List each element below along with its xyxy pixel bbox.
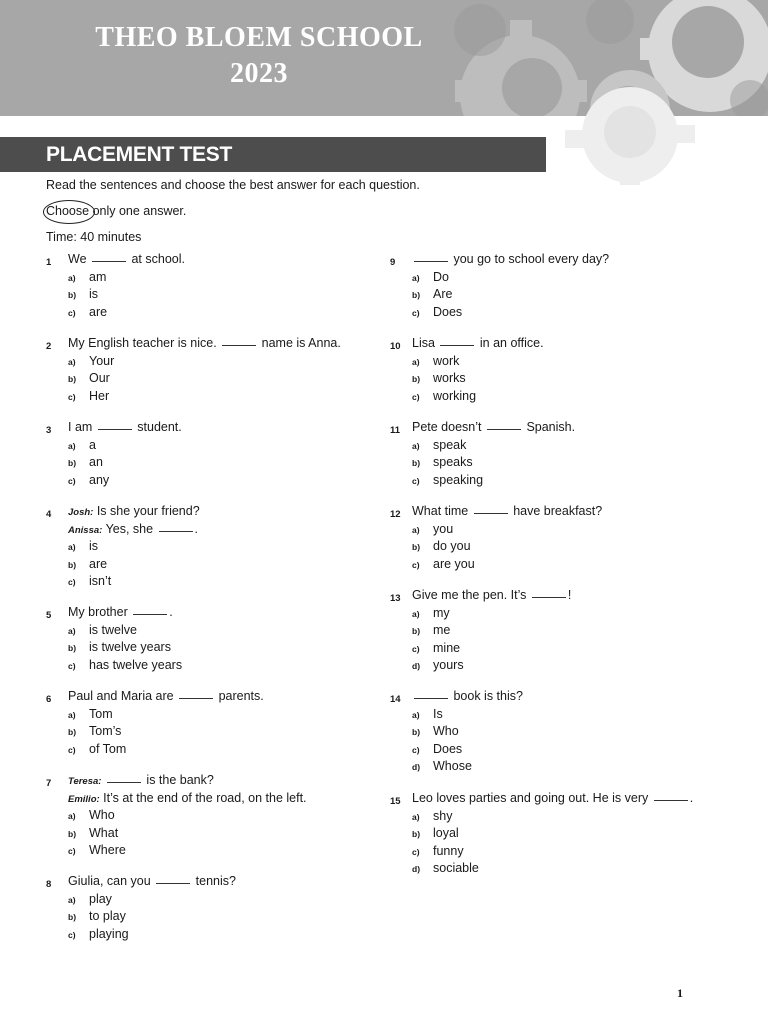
option-text: isn’t — [89, 574, 112, 588]
option-text: my — [433, 605, 450, 620]
answer-blank — [474, 513, 508, 514]
answer-option[interactable] — [412, 538, 602, 556]
option-text: is twelve years — [89, 640, 171, 654]
option-letter: b) — [412, 374, 421, 384]
speaker-label: Josh: — [68, 507, 94, 518]
answer-option[interactable] — [68, 573, 200, 591]
answer-blank — [179, 698, 213, 699]
option-text: speaking — [433, 472, 484, 487]
answer-option[interactable] — [68, 269, 185, 287]
answer-option[interactable] — [412, 388, 544, 406]
question-number: 2 — [46, 341, 52, 352]
option-letter: c) — [68, 660, 76, 671]
answer-blank — [159, 531, 193, 532]
option-text: play — [89, 891, 112, 906]
option-text: sociable — [433, 861, 479, 875]
answer-option[interactable] — [412, 353, 544, 371]
option-text: has twelve years — [89, 657, 183, 672]
option-text: yours — [433, 658, 464, 672]
option-text: playing — [89, 926, 129, 941]
answer-blank — [487, 429, 521, 430]
speaker-label: Emilio: — [68, 793, 100, 805]
option-text: funny — [433, 843, 464, 858]
option-text: Tom’s — [89, 724, 122, 738]
answer-option[interactable] — [412, 808, 693, 826]
option-letter: d) — [412, 864, 421, 874]
option-letter: a) — [412, 608, 420, 619]
option-text: Does — [433, 741, 463, 756]
option-letter: b) — [412, 626, 421, 636]
page-number: 1 — [677, 986, 683, 1000]
option-letter: b) — [412, 829, 421, 839]
question-number: 13 — [390, 593, 401, 604]
option-text: Whose — [433, 759, 472, 773]
answer-option[interactable] — [68, 741, 264, 759]
option-letter: c) — [68, 846, 76, 856]
option-letter: d) — [412, 661, 421, 671]
answer-option[interactable] — [68, 454, 182, 472]
option-text: to play — [89, 909, 126, 923]
question-number: 1 — [46, 257, 52, 268]
question-number: 11 — [390, 425, 401, 436]
question-number: 6 — [46, 694, 52, 705]
answer-option[interactable] — [412, 825, 693, 843]
option-text: work — [433, 353, 460, 368]
answer-blank — [107, 782, 141, 783]
answer-option[interactable] — [412, 758, 523, 776]
answer-option[interactable] — [412, 605, 571, 623]
option-text: of Tom — [89, 741, 127, 756]
option-letter: a) — [412, 811, 420, 822]
option-text: are you — [433, 556, 475, 571]
option-text: working — [433, 388, 477, 403]
question-text: My English teacher is nice. name is Anna. — [68, 336, 341, 350]
answer-option[interactable] — [68, 825, 307, 843]
answer-option[interactable] — [68, 353, 341, 371]
question-text: Josh: Is she your friend? — [68, 504, 200, 518]
answer-blank — [414, 698, 448, 699]
option-text: shy — [433, 808, 453, 823]
option-letter: a) — [68, 625, 76, 636]
question-text: Teresa: is the bank? — [68, 773, 214, 787]
option-letter: c) — [68, 391, 76, 402]
option-text: Are — [433, 287, 453, 301]
answer-option[interactable] — [68, 706, 264, 724]
answer-option[interactable] — [68, 370, 341, 388]
option-letter: a) — [412, 440, 420, 451]
option-letter: c) — [68, 744, 76, 755]
answer-option[interactable] — [412, 706, 523, 724]
circle-mark — [43, 200, 95, 224]
speaker-label: Teresa: — [68, 776, 102, 787]
option-letter: b) — [68, 643, 77, 653]
option-letter: c) — [68, 307, 76, 318]
speaker-label: Anissa: — [68, 524, 103, 536]
school-year: 2023 — [230, 58, 288, 89]
question-text: Anissa: Yes, she . — [68, 521, 199, 536]
option-text: is — [89, 287, 99, 301]
instruction-read: Read the sentences and choose the best answer for each question. — [46, 178, 420, 192]
answer-option[interactable] — [68, 891, 236, 909]
placement-test-banner — [0, 137, 546, 172]
option-text: you — [433, 521, 454, 536]
answer-option[interactable] — [412, 556, 602, 574]
option-text: is twelve — [89, 622, 137, 637]
answer-option[interactable] — [412, 286, 609, 304]
question-text: you go to school every day? — [412, 251, 609, 269]
answer-option[interactable] — [68, 723, 264, 741]
option-text: Do — [433, 269, 449, 284]
question-number: 15 — [390, 796, 401, 807]
question-text: Emilio: It’s at the end of the road, on the left. — [68, 790, 307, 805]
question-text: Pete doesn’t Spanish. — [412, 420, 576, 434]
option-text: am — [89, 269, 107, 284]
option-text: speaks — [433, 455, 473, 469]
option-text: a — [89, 437, 96, 452]
question-text: What time have breakfast? — [412, 504, 603, 518]
question-text: Leo loves parties and going out. He is very . — [412, 791, 694, 805]
question-text: Paul and Maria are parents. — [68, 689, 264, 703]
answer-option[interactable] — [412, 304, 609, 322]
option-text: me — [433, 623, 451, 637]
choose-word: Choose — [46, 203, 89, 219]
school-name: THEO BLOEM SCHOOL — [95, 22, 423, 53]
answer-option[interactable] — [68, 437, 182, 455]
option-text: are — [89, 304, 108, 319]
answer-option[interactable] — [68, 639, 173, 657]
answer-option[interactable] — [412, 521, 602, 539]
option-letter: b) — [68, 374, 77, 384]
option-text: are — [89, 556, 108, 571]
answer-option[interactable] — [68, 286, 185, 304]
banner-title: PLACEMENT TEST — [46, 143, 232, 166]
answer-blank — [133, 614, 167, 615]
option-text: is — [89, 539, 99, 553]
option-text: Who — [89, 808, 115, 822]
option-letter: c) — [68, 929, 76, 940]
option-letter: c) — [412, 475, 420, 486]
answer-option[interactable] — [68, 556, 200, 574]
answer-option[interactable] — [412, 454, 575, 472]
option-letter: a) — [68, 811, 76, 821]
option-letter: c) — [68, 577, 76, 587]
answer-option[interactable] — [68, 908, 236, 926]
option-letter: a) — [68, 894, 76, 905]
option-letter: b) — [68, 727, 77, 737]
option-letter: b) — [68, 290, 77, 300]
answer-option[interactable] — [412, 370, 544, 388]
question-number: 10 — [390, 341, 401, 352]
answer-blank — [92, 261, 126, 262]
answer-option[interactable] — [412, 622, 571, 640]
option-letter: d) — [412, 762, 421, 772]
option-text: any — [89, 472, 110, 487]
option-text: Tom — [89, 706, 113, 721]
option-letter: b) — [68, 828, 77, 839]
option-text: Your — [89, 353, 115, 368]
option-letter: c) — [412, 391, 420, 402]
option-letter: b) — [68, 912, 77, 922]
answer-option[interactable] — [412, 843, 693, 861]
option-text: What — [89, 825, 119, 840]
question-number: 3 — [46, 425, 52, 436]
option-letter: c) — [412, 559, 420, 570]
option-letter: c) — [412, 307, 420, 318]
option-letter: b) — [412, 290, 421, 300]
answer-option[interactable] — [68, 842, 307, 860]
answer-blank — [414, 261, 448, 262]
instruction-choose: Choose only one answer. — [46, 203, 186, 219]
question-text: Give me the pen. It’s ! — [412, 588, 572, 602]
option-letter: c) — [412, 744, 420, 755]
option-letter: b) — [412, 727, 421, 737]
option-letter: c) — [412, 846, 420, 857]
option-text: Her — [89, 388, 110, 403]
option-text: mine — [433, 640, 461, 655]
option-letter: a) — [412, 356, 420, 367]
answer-blank — [440, 345, 474, 346]
option-letter: c) — [412, 643, 420, 654]
answer-option[interactable] — [412, 723, 523, 741]
question-number: 4 — [46, 509, 52, 520]
answer-option[interactable] — [68, 472, 182, 490]
answer-option[interactable] — [412, 437, 575, 455]
option-letter: b) — [412, 458, 421, 468]
answer-option[interactable] — [412, 472, 575, 490]
option-letter: b) — [68, 559, 77, 570]
question-number: 7 — [46, 778, 52, 789]
question-text: Giulia, can you tennis? — [68, 874, 236, 888]
option-text: speak — [433, 437, 467, 452]
option-text: works — [433, 371, 466, 385]
option-letter: a) — [68, 709, 76, 720]
answer-blank — [98, 429, 132, 430]
option-text: Does — [433, 304, 463, 319]
option-letter: b) — [68, 458, 77, 468]
answer-option[interactable] — [68, 388, 341, 406]
answer-option[interactable] — [68, 622, 173, 640]
answer-option[interactable] — [68, 926, 236, 944]
answer-option[interactable] — [68, 657, 183, 675]
answer-option[interactable] — [412, 741, 523, 759]
answer-blank — [222, 345, 256, 346]
answer-option[interactable] — [412, 657, 571, 675]
option-text: Our — [89, 371, 110, 385]
option-text: loyal — [433, 826, 459, 840]
answer-option[interactable] — [68, 304, 185, 322]
answer-option[interactable] — [412, 640, 571, 658]
option-text: Who — [433, 724, 459, 738]
answer-blank — [156, 883, 190, 884]
question-text: Lisa in an office. — [412, 336, 544, 350]
option-text: an — [89, 455, 103, 469]
question-number: 9 — [390, 257, 396, 268]
option-letter: a) — [68, 440, 76, 451]
option-letter: a) — [412, 709, 420, 720]
answer-option[interactable] — [68, 538, 200, 556]
question-text: book is this? — [412, 688, 523, 706]
question-number: 8 — [46, 879, 52, 890]
question-text: I am student. — [68, 420, 182, 434]
option-letter: b) — [412, 542, 421, 552]
question-text: We at school. — [68, 252, 185, 266]
option-text: Is — [433, 706, 443, 721]
question-number: 14 — [390, 694, 401, 705]
option-letter: a) — [68, 272, 76, 283]
option-text: do you — [433, 539, 471, 553]
option-letter: a) — [68, 542, 76, 552]
answer-option[interactable] — [412, 860, 693, 878]
option-letter: a) — [412, 272, 420, 283]
option-letter: c) — [68, 475, 76, 486]
question-number: 5 — [46, 610, 52, 621]
answer-option[interactable] — [68, 807, 307, 825]
option-letter: a) — [68, 356, 76, 367]
question-number: 12 — [390, 509, 401, 520]
answer-blank — [532, 597, 566, 598]
answer-option[interactable] — [412, 269, 609, 287]
option-letter: a) — [412, 524, 420, 535]
question-text: My brother . — [68, 605, 173, 619]
option-text: Where — [89, 843, 126, 857]
time-limit: Time: 40 minutes — [46, 230, 142, 244]
answer-blank — [654, 800, 688, 801]
